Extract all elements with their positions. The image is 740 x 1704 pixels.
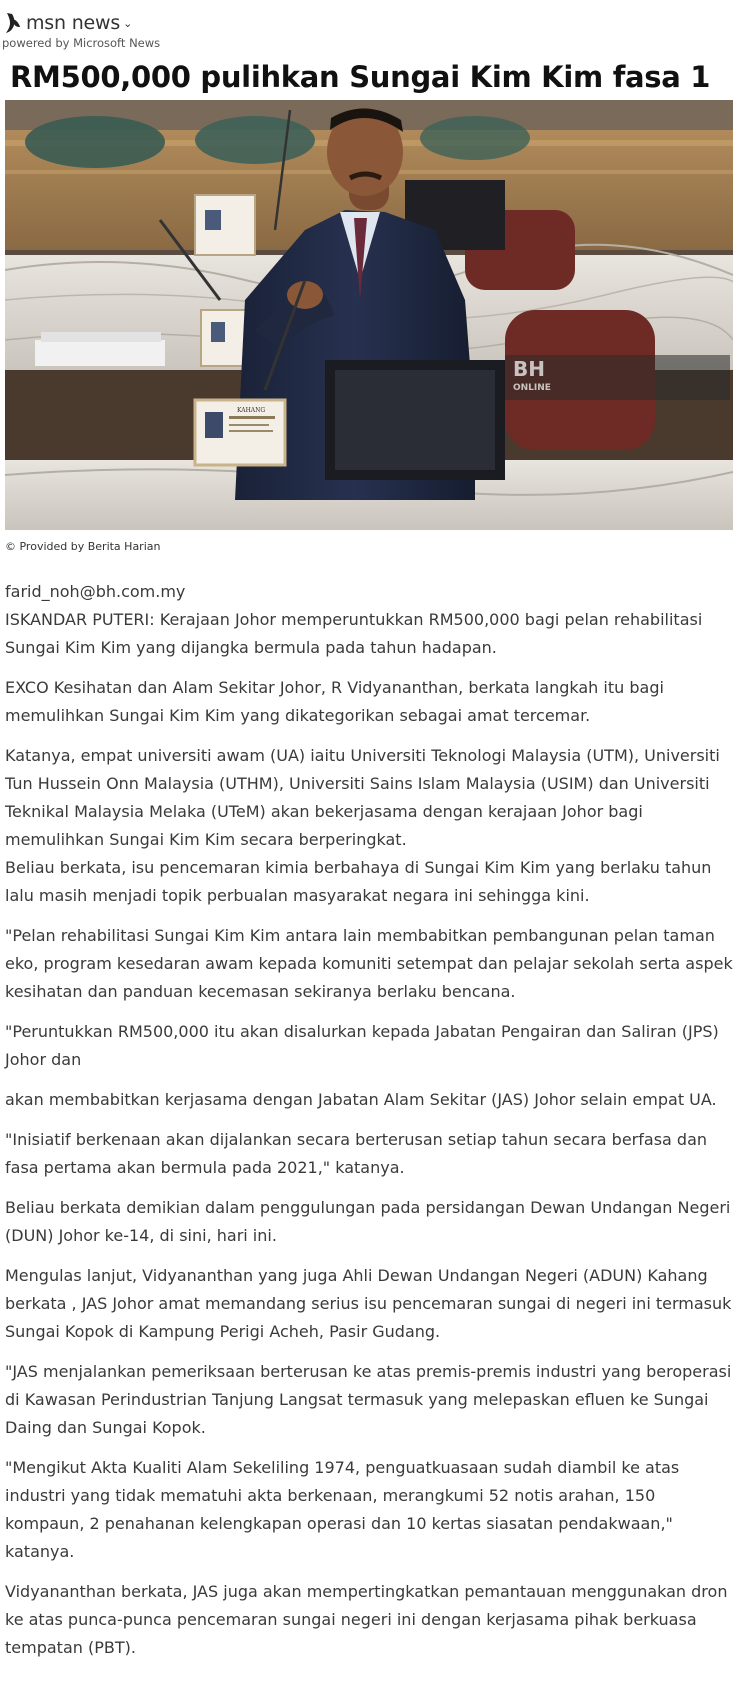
paragraph: akan membabitkan kerjasama dengan Jabatan Alam Sekitar (JAS) Johor selain empat UA. xyxy=(5,1090,717,1109)
paragraph: "Inisiatif berkenaan akan dijalankan secara berterusan setiap tahun secara berfasa dan fasa pertama akan bermula pada 2021," katanya. xyxy=(5,1130,708,1177)
paragraph: Beliau berkata demikian dalam penggulungan pada persidangan Dewan Undangan Negeri (DUN) Johor ke-14, di sini, hari ini. xyxy=(5,1198,731,1245)
paragraph: "Peruntukkan RM500,000 itu akan disalurkan kepada Jabatan Pengairan dan Saliran (JPS) Johor dan xyxy=(5,1022,719,1069)
msn-butterfly-icon xyxy=(4,11,22,35)
paragraph: Mengulas lanjut, Vidyananthan yang juga Ahli Dewan Undangan Negeri (ADUN) Kahang berkata , JAS Johor amat memandang serius isu pencemaran sungai di negeri ini termasuk Sungai Kopok di Kampung Perigi Acheh, Pasir Gudang. xyxy=(5,1266,732,1341)
paragraph: Katanya, empat universiti awam (UA) iaitu Universiti Teknologi Malaysia (UTM), Universiti Tun Hussein Onn Malaysia (UTHM), Universiti Sains Islam Malaysia (USIM) dan Universiti Teknikal Malaysia Melaka (UTeM) akan bekerjasama dengan kerajaan Johor bagi memulihkan Sungai Kim Kim secara berperingkat. xyxy=(5,746,720,849)
paragraph: Beliau berkata, isu pencemaran kimia berbahaya di Sungai Kim Kim yang berlaku tahun lalu masih menjadi topik perbualan masyarakat negara ini sehingga kini. xyxy=(5,858,712,905)
article-photo[interactable] xyxy=(5,100,733,530)
photo-credit: © Provided by Berita Harian xyxy=(5,540,161,553)
paragraph: "JAS menjalankan pemeriksaan berterusan ke atas premis-premis industri yang beroperasi di Kawasan Perindustrian Tanjung Langsat termasuk yang melepaskan efluen ke Sungai Daing dan Sungai Kopok. xyxy=(5,1362,732,1437)
powered-by-label: powered by Microsoft News xyxy=(2,36,161,50)
paragraph: Vidyananthan berkata, JAS juga akan mempertingkatkan pemantauan menggunakan dron ke atas punca-punca pencemaran sungai negeri ini dengan kerjasama pihak berkuasa tempatan (PBT). xyxy=(5,1582,728,1657)
article-body xyxy=(5,578,735,1674)
online-watermark: ONLINE xyxy=(513,383,551,393)
bh-watermark: BH xyxy=(513,357,545,381)
nameplate-text: KAHANG xyxy=(237,407,266,414)
paragraph: ISKANDAR PUTERI: Kerajaan Johor memperuntukkan RM500,000 bagi pelan rehabilitasi Sungai Kim Kim yang dijangka bermula pada tahun hadapan. xyxy=(5,610,703,657)
paragraph: EXCO Kesihatan dan Alam Sekitar Johor, R Vidyananthan, berkata langkah itu bagi memulihkan Sungai Kim Kim yang dikategorikan sebagai amat tercemar. xyxy=(5,678,664,725)
author-email[interactable]: farid_noh@bh.com.my xyxy=(5,582,186,601)
msn-news-brand[interactable] xyxy=(4,8,132,38)
chevron-down-icon[interactable]: ⌄ xyxy=(123,16,133,30)
article-title: RM500,000 pulihkan Sungai Kim Kim fasa 1 xyxy=(10,60,711,94)
paragraph: "Mengikut Akta Kualiti Alam Sekeliling 1974, penguatkuasaan sudah diambil ke atas industri yang tidak mematuhi akta berkenaan, merangkumi 52 notis arahan, 150 kompaun, 2 penahanan kelengkapan operasi dan 10 kertas siasatan pendakwaan," katanya. xyxy=(5,1458,680,1561)
paragraph: "Pelan rehabilitasi Sungai Kim Kim antara lain membabitkan pembangunan pelan taman eko, program kesedaran awam kepada komuniti setempat dan pelajar sekolah serta aspek kesihatan dan panduan kecemasan sekiranya berlaku bencana. xyxy=(5,926,733,1001)
brand-name: msn news xyxy=(26,12,121,34)
